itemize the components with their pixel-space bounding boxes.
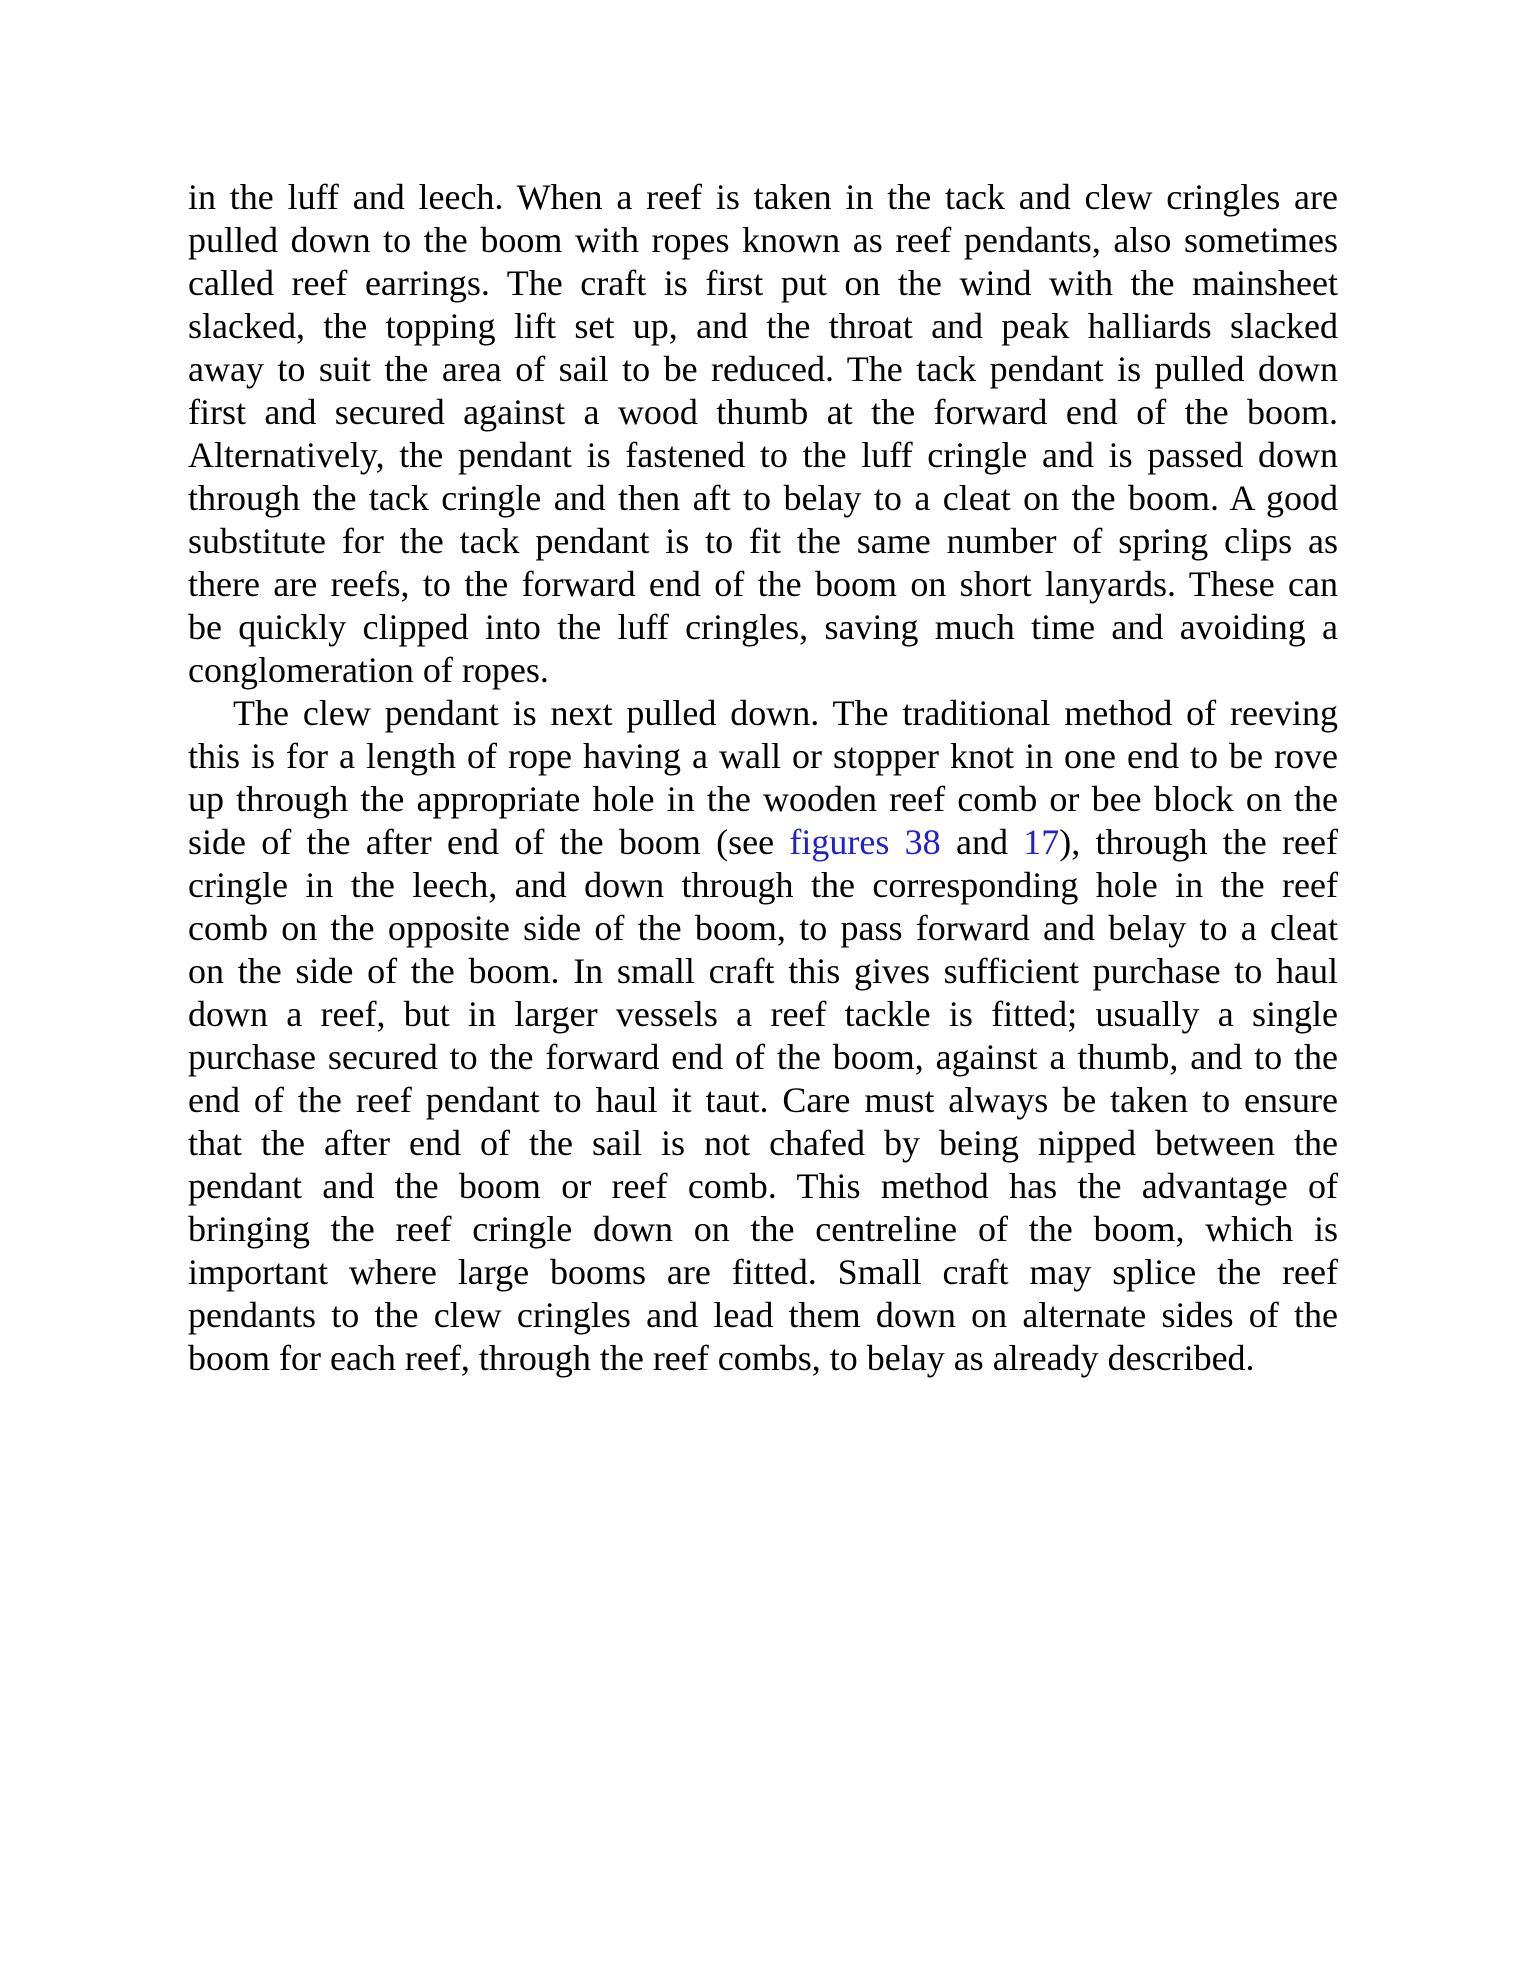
text-line: up through the appropriate hole in the wooden reef comb or bee block on the xyxy=(188,779,1338,819)
text-line: Alternatively, the pendant is fastened to the luff cringle and is passed down xyxy=(188,435,1338,475)
text-line: side of the after end of the boom (see figures 38 and 17), through the reef xyxy=(188,822,1338,862)
paragraph-2 xyxy=(188,692,1338,1380)
text-line: slacked, the topping lift set up, and the throat and peak halliards slacked xyxy=(188,306,1338,346)
text-line: that the after end of the sail is not chafed by being nipped between the xyxy=(188,1123,1338,1163)
text-line: end of the reef pendant to haul it taut. Care must always be taken to ensure xyxy=(188,1080,1338,1120)
text-line: pendants to the clew cringles and lead them down on alternate sides of the xyxy=(188,1295,1338,1335)
text-line: The clew pendant is next pulled down. The traditional method of reeving xyxy=(233,693,1338,733)
paragraph-1 xyxy=(188,176,1338,692)
text-line: pulled down to the boom with ropes known as reef pendants, also sometimes xyxy=(188,220,1338,260)
text-line: purchase secured to the forward end of the boom, against a thumb, and to the xyxy=(188,1037,1338,1077)
text-line: first and secured against a wood thumb at the forward end of the boom. xyxy=(188,392,1338,432)
text-line: called reef earrings. The craft is first put on the wind with the mainsheet xyxy=(188,263,1338,303)
text-line: through the tack cringle and then aft to belay to a cleat on the boom. A good xyxy=(188,478,1338,518)
figure-17-link[interactable]: 17 xyxy=(1023,822,1060,862)
text-line: on the side of the boom. In small craft this gives sufficient purchase to haul xyxy=(188,951,1338,991)
text-line: bringing the reef cringle down on the centreline of the boom, which is xyxy=(188,1209,1338,1249)
text-line: important where large booms are fitted. Small craft may splice the reef xyxy=(188,1252,1338,1292)
text-line: in the luff and leech. When a reef is taken in the tack and clew cringles are xyxy=(188,177,1338,217)
text-line: comb on the opposite side of the boom, to pass forward and belay to a cleat xyxy=(188,908,1338,948)
text-line: cringle in the leech, and down through the corresponding hole in the reef xyxy=(188,865,1338,905)
text-line: boom for each reef, through the reef combs, to belay as already described. xyxy=(188,1338,1255,1378)
text-line: substitute for the tack pendant is to fit the same number of spring clips as xyxy=(188,521,1338,561)
text-line: away to suit the area of sail to be reduced. The tack pendant is pulled down xyxy=(188,349,1338,389)
text-line: this is for a length of rope having a wall or stopper knot in one end to be rove xyxy=(188,736,1338,776)
page-text xyxy=(188,176,1338,1380)
text-line: there are reefs, to the forward end of the boom on short lanyards. These can xyxy=(188,564,1338,604)
text-line: be quickly clipped into the luff cringles, saving much time and avoiding a xyxy=(188,607,1338,647)
text-line: down a reef, but in larger vessels a reef tackle is fitted; usually a single xyxy=(188,994,1338,1034)
figure-38-link[interactable]: figures 38 xyxy=(789,822,941,862)
text-line: pendant and the boom or reef comb. This method has the advantage of xyxy=(188,1166,1338,1206)
text-line: conglomeration of ropes. xyxy=(188,650,549,690)
